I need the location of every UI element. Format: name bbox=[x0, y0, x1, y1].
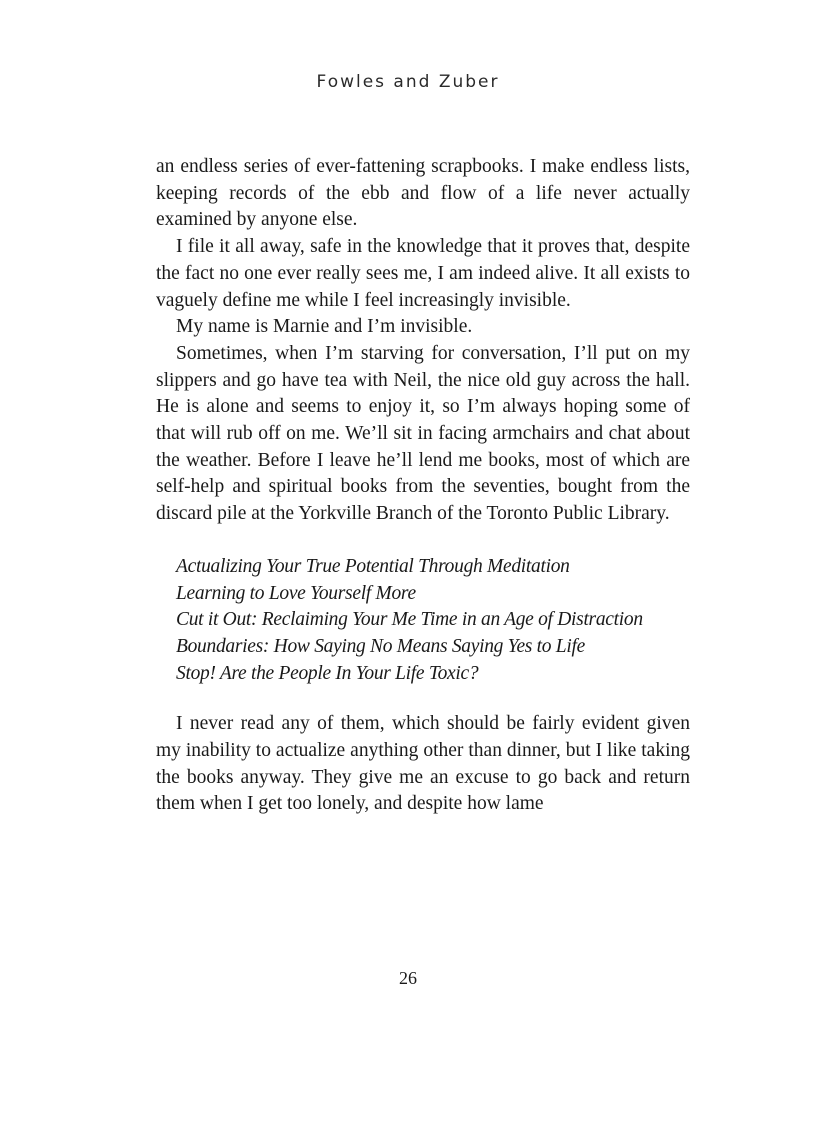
running-head: Fowles and Zuber bbox=[316, 72, 500, 92]
book-title: Actualizing Your True Potential Through Meditation bbox=[176, 555, 570, 577]
page-body bbox=[156, 154, 690, 818]
book-title: Boundaries: How Saying No Means Saying Yes to Life bbox=[176, 635, 585, 657]
paragraph: My name is Marnie and I’m invisible. bbox=[176, 316, 473, 338]
page-number: 26 bbox=[399, 968, 417, 988]
paragraph: I file it all away, safe in the knowledge that it proves that, despite the fact no one ever really sees me, I am indeed alive. It all exists to vaguely define me while I feel increasingly invisible. bbox=[156, 236, 690, 311]
paragraph: Sometimes, when I’m starving for conversation, I’ll put on my slippers and go have tea with Neil, the nice old guy across the hall. He is alone and seems to enjoy it, so I’m always hoping some of that will rub off on me. We’ll sit in facing armchairs and chat about the weather. Before I leave he’ll lend me books, most of which are self-help and spiritual books from the seventies, bought from the discard pile at the Yorkville Branch of the Toronto Public Library. bbox=[156, 342, 690, 525]
book-title: Stop! Are the People In Your Life Toxic? bbox=[176, 662, 479, 684]
book-title: Learning to Love Yourself More bbox=[176, 582, 416, 604]
book-title: Cut it Out: Reclaiming Your Me Time in an Age of Distraction bbox=[176, 609, 643, 631]
book-title-list bbox=[176, 554, 690, 688]
paragraph: I never read any of them, which should be fairly evident given my inability to actualize anything other than dinner, but I like taking the books anyway. They give me an excuse to go back and return them when I get too lonely, and despite how lame bbox=[156, 713, 690, 815]
paragraph: an endless series of ever-fattening scrapbooks. I make endless lists, keeping records of the ebb and flow of a life never actually examined by anyone else. bbox=[156, 156, 690, 231]
